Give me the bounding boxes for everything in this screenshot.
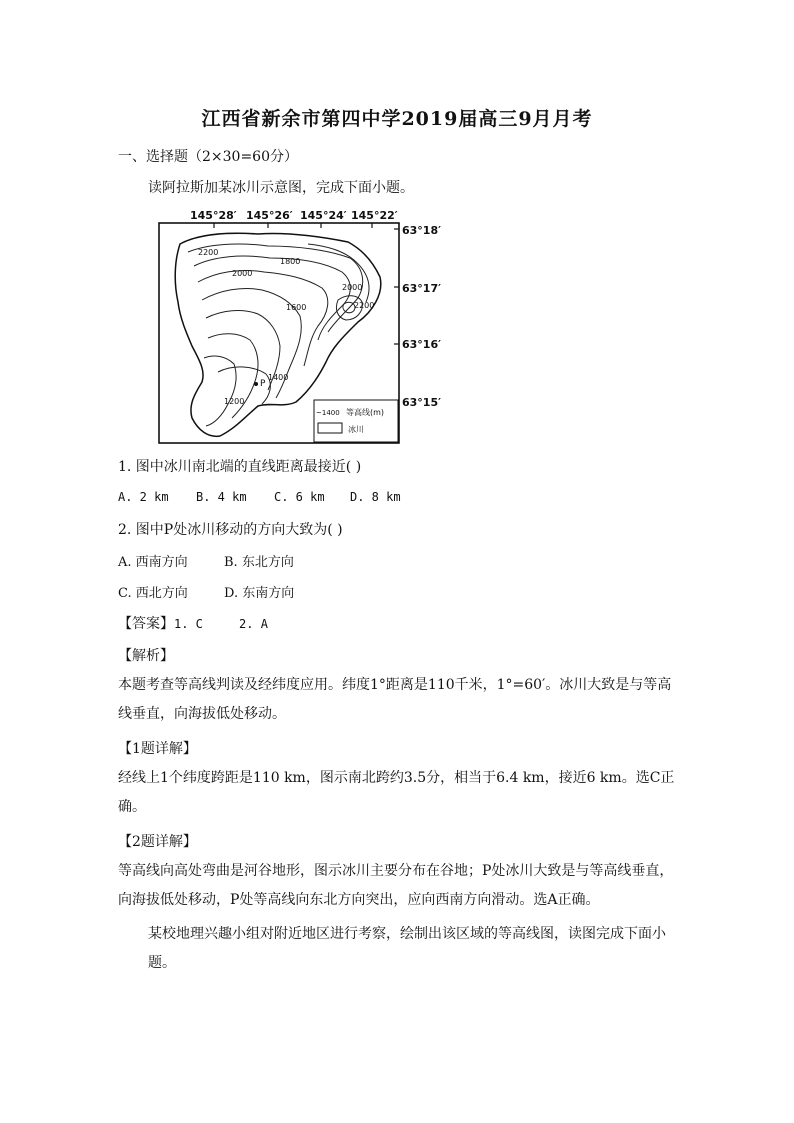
analysis-text: 本题考查等高线判读及经纬度应用。纬度1°距离是110千米，1°=60′。冰川大致是与等高线垂直，向海拔低处移动。 — [118, 677, 672, 722]
q1-detail-label: 【1题详解】 — [118, 741, 197, 757]
contour-label: 1400 — [268, 373, 289, 382]
point-p-label: P — [260, 379, 266, 389]
q1-detail-text: 经线上1个纬度跨距是110 km，图示南北跨约3.5分，相当于6.4 km，接近6 km。选C正确。 — [118, 770, 675, 815]
q1-option-c: C. 6 km — [274, 490, 325, 504]
answer-row — [118, 613, 268, 633]
q1-option-a: A. 2 km — [118, 490, 169, 504]
q2-option-d: D. 东南方向 — [224, 586, 295, 601]
point-p-marker — [254, 382, 258, 386]
lon-label: 145°24′ — [300, 209, 347, 222]
lon-label: 145°22′ — [351, 209, 398, 222]
intro-text: 读阿拉斯加某冰川示意图，完成下面小题。 — [148, 180, 414, 196]
legend-box — [314, 400, 398, 442]
lat-label: 63°17′ — [402, 282, 442, 295]
contour-label: 1800 — [280, 257, 301, 266]
lon-label: 145°26′ — [246, 209, 293, 222]
contour-label: 2200 — [198, 248, 219, 257]
analysis-label: 【解析】 — [118, 648, 174, 664]
q2-detail-label: 【2题详解】 — [118, 834, 197, 850]
section-heading: 一、选择题（2×30=60分） — [118, 149, 298, 165]
lat-label: 63°15′ — [402, 396, 442, 409]
answer-label: 【答案】 — [118, 616, 174, 632]
legend-contour-label: 等高线(m) — [346, 408, 385, 417]
legend-glacier-swatch — [318, 423, 342, 433]
q2-option-c: C. 西北方向 — [118, 586, 188, 601]
contour-label: 1600 — [286, 303, 307, 312]
page-title: 江西省新余市第四中学2019届高三9月月考 — [201, 108, 593, 130]
q2-detail-text: 等高线向高处弯曲是河谷地形，图示冰川主要分布在谷地；P处冰川大致是与等高线垂直，向海拔低处移动，P处等高线向东北方向突出，应向西南方向滑动。选A正确。 — [118, 863, 674, 908]
q1-option-b: B. 4 km — [196, 490, 247, 504]
contour-label: 2000 — [232, 269, 253, 278]
lon-label: 145°28′ — [190, 209, 237, 222]
question-1: 1. 图中冰川南北端的直线距离最接近( ) — [118, 459, 362, 475]
lat-label: 63°16′ — [402, 338, 442, 351]
q1-option-d: D. 8 km — [350, 490, 401, 504]
lat-label: 63°18′ — [402, 224, 442, 237]
contour-map — [158, 222, 400, 444]
contour-label: 1200 — [224, 397, 245, 406]
intro-text-2: 某校地理兴趣小组对附近地区进行考察，绘制出该区域的等高线图，读图完成下面小题。 — [148, 926, 666, 971]
contour-label: 2200 — [354, 301, 375, 310]
q2-option-a: A. 西南方向 — [118, 555, 188, 570]
answer-text: 1. C 2. A — [174, 617, 268, 631]
legend-contour-sample: ~1400 — [316, 409, 340, 417]
q2-option-b: B. 东北方向 — [224, 555, 294, 570]
legend-glacier-label: 冰川 — [348, 425, 364, 434]
question-2: 2. 图中P处冰川移动的方向大致为( ) — [118, 522, 343, 538]
contour-label: 2000 — [342, 283, 363, 292]
